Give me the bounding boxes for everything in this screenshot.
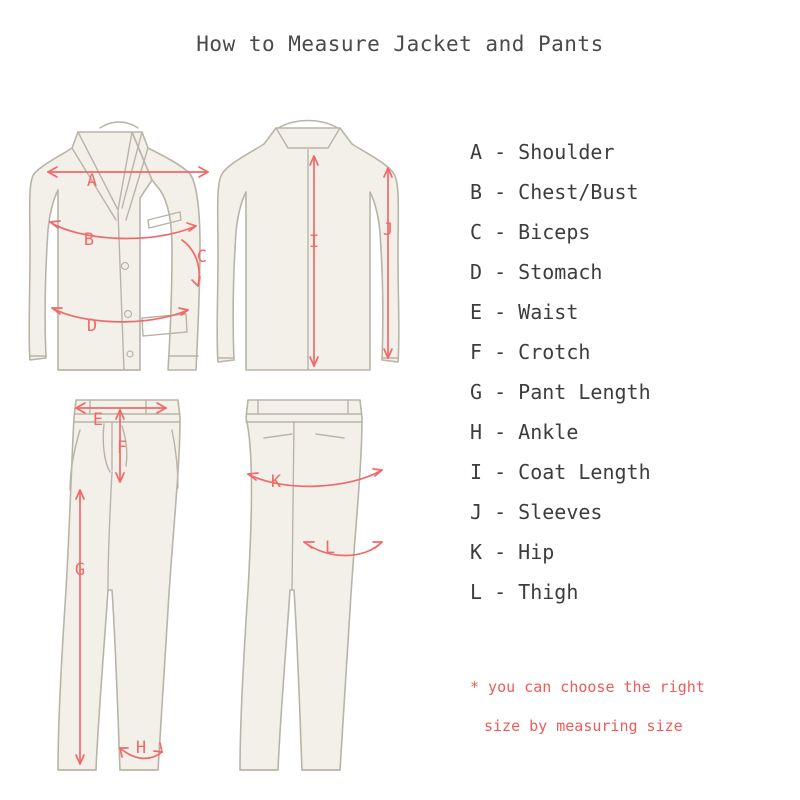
- marker-label-D: D: [86, 316, 98, 336]
- marker-label-E: E: [92, 410, 104, 430]
- marker-label-L: L: [324, 538, 336, 558]
- pants-back-illustration: [240, 400, 382, 770]
- garment-diagrams: [0, 70, 460, 790]
- legend-item-h: H - Ankle: [470, 420, 579, 444]
- legend-item-f: F - Crotch: [470, 340, 591, 364]
- marker-label-I: I: [308, 232, 320, 252]
- marker-label-K: K: [270, 472, 282, 492]
- legend-item-k: K - Hip: [470, 540, 555, 564]
- legend-item-i: I - Coat Length: [470, 460, 651, 484]
- marker-label-C: C: [196, 247, 208, 267]
- marker-label-G: G: [74, 560, 86, 580]
- sizing-note: [470, 668, 800, 746]
- measurement-legend: [470, 132, 800, 612]
- marker-label-J: J: [382, 220, 394, 240]
- marker-label-F: F: [116, 438, 128, 458]
- jacket-back-illustration: [217, 121, 399, 371]
- legend-item-l: L - Thigh: [470, 580, 579, 604]
- legend-item-d: D - Stomach: [470, 260, 603, 284]
- sizing-note-line-1: * you can choose the right: [470, 678, 705, 696]
- marker-label-B: B: [83, 230, 95, 250]
- legend-item-j: J - Sleeves: [470, 500, 603, 524]
- pants-front-illustration: [58, 400, 180, 770]
- diagram-svg: [0, 70, 460, 790]
- legend-item-b: B - Chest/Bust: [470, 180, 639, 204]
- marker-label-H: H: [135, 738, 147, 758]
- jacket-front-illustration: [29, 122, 208, 370]
- legend-item-g: G - Pant Length: [470, 380, 651, 404]
- page-title: How to Measure Jacket and Pants: [196, 32, 604, 56]
- legend-item-c: C - Biceps: [470, 220, 591, 244]
- legend-item-e: E - Waist: [470, 300, 579, 324]
- sizing-note-line-2: size by measuring size: [484, 717, 683, 735]
- legend-item-a: A - Shoulder: [470, 140, 615, 164]
- marker-label-A: A: [86, 171, 98, 191]
